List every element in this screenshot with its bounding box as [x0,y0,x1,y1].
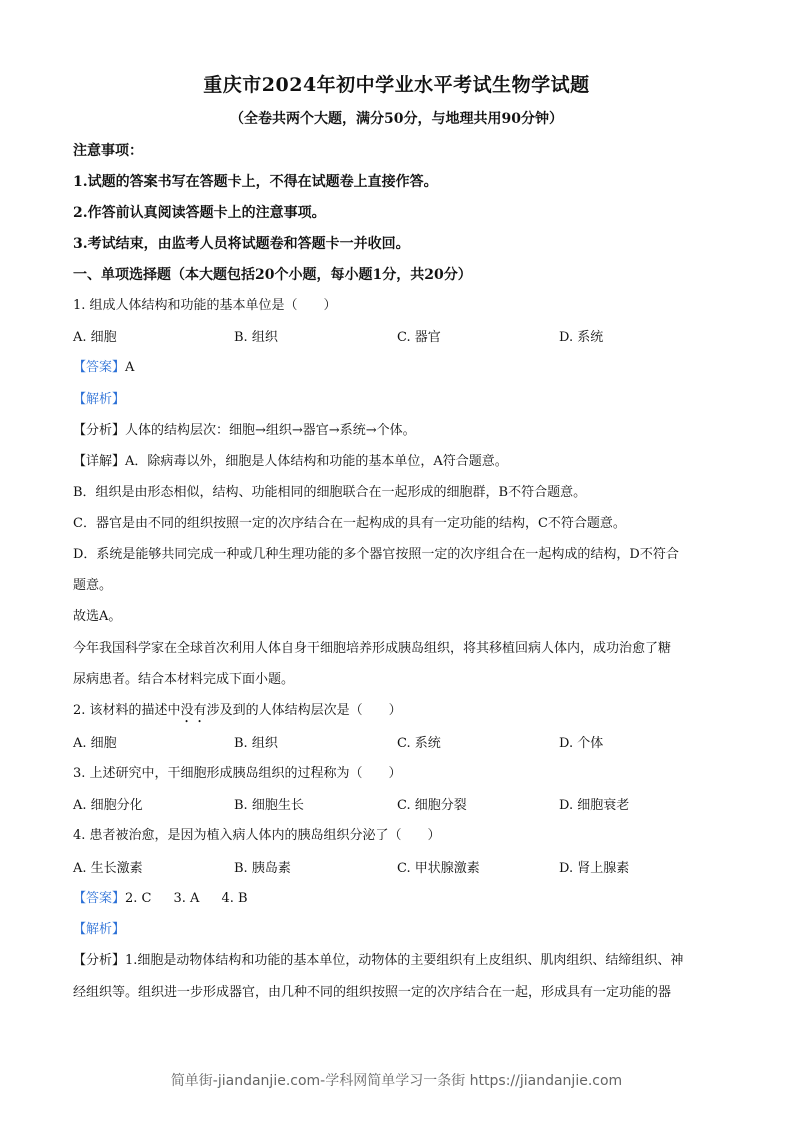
notice-heading: 注意事项： [73,143,143,159]
xiangjie-tag: 【详解】 [73,454,126,469]
q1-detail-b: B．组织是由形态相似，结构、功能相同的细胞联合在一起形成的细胞群，B不符合题意。 [73,485,587,500]
material-line-2: 尿病患者。结合本材料完成下面小题。 [73,672,295,687]
section-heading: 一、单项选择题（本大题包括20个小题，每小题1分，共20分） [73,267,472,283]
q1-answer [73,357,723,379]
answer-value: A [125,360,135,375]
q1-option-b: B. 组织 [234,330,278,345]
q2-stem-emphasis: 没有 [180,703,207,718]
q3-option-d: D. 细胞衰老 [559,798,630,813]
fenxi-tag: 【分析】 [73,953,126,968]
answer-tag: 【答案】 [73,360,126,375]
fenxi-text: 人体的结构层次：细胞→组织→器官→系统→个体。 [125,423,416,438]
q2-stem-post: 涉及到的人体结构层次是（ ） [206,703,402,718]
page-subtitle: （全卷共两个大题，满分50分，与地理共用90分钟） [230,111,563,127]
q1-detail-c: C．器官是由不同的组织按照一定的次序结合在一起构成的具有一定功能的结构，C不符合题意。 [73,516,626,531]
notice-item-3: 3.考试结束，由监考人员将试题卷和答题卡一并收回。 [73,236,410,252]
answer-q2: 2. C [125,891,152,906]
q3-option-c: C. 细胞分裂 [397,798,467,813]
q1-analysis-tag: 【解析】 [73,392,126,407]
answer-q3: 3. A [173,891,200,906]
q1-option-c: C. 器官 [397,330,441,345]
q4-option-c: C. 甲状腺激素 [397,861,480,876]
page-title: 重庆市2024年初中学业水平考试生物学试题 [203,74,590,96]
notice-item-2: 2.作答前认真阅读答题卡上的注意事项。 [73,205,326,221]
q3-option-a: A. 细胞分化 [73,798,143,813]
fenxi-tag: 【分析】 [73,423,126,438]
q2-stem-pre: 2. 该材料的描述中 [73,703,181,718]
answer-q4: 4. B [221,891,248,906]
fenxi-text: 1.细胞是动物体结构和功能的基本单位，动物体的主要组织有上皮组织、肌肉组织、结缔组织、神 [125,953,684,968]
q1-detail-d-cont: 题意。 [73,578,113,593]
q1-option-a: A. 细胞 [73,330,117,345]
q4-option-b: B. 胰岛素 [234,861,291,876]
q234-analysis-tag: 【解析】 [73,922,126,937]
q3-stem: 3. 上述研究中，干细胞形成胰岛组织的过程称为（ ） [73,766,402,781]
q2-stem [73,700,723,726]
q2-option-c: C. 系统 [397,736,441,751]
q1-fenxi [73,420,723,442]
q2-options [73,732,723,754]
q2-option-b: B. 组织 [234,736,278,751]
q234-fenxi-line-2: 经组织等。组织进一步形成器官，由几种不同的组织按照一定的次序结合在一起，形成具有一定功能的器 [73,985,672,1000]
q234-answers [73,888,723,910]
q3-options [73,794,723,816]
notice-item-1: 1.试题的答案书写在答题卡上，不得在试题卷上直接作答。 [73,174,438,190]
material-line-1: 今年我国科学家在全球首次利用人体自身干细胞培养形成胰岛组织，将其移植回病人体内，成功治愈了糖 [73,641,672,656]
q1-options [73,326,723,348]
q4-option-a: A. 生长激素 [73,861,143,876]
q1-option-d: D. 系统 [559,330,604,345]
q4-options [73,857,723,879]
answer-tag: 【答案】 [73,891,126,906]
q4-stem: 4. 患者被治愈，是因为植入病人体内的胰岛组织分泌了（ ） [73,828,441,843]
q2-option-a: A. 细胞 [73,736,117,751]
q1-xiangjie [73,451,723,473]
q1-conclusion: 故选A。 [73,609,122,624]
xiangjie-text: A．除病毒以外，细胞是人体结构和功能的基本单位，A符合题意。 [125,454,508,469]
q2-option-d: D. 个体 [559,736,604,751]
q4-option-d: D. 肾上腺素 [559,861,630,876]
q1-detail-d: D．系统是能够共同完成一种或几种生理功能的多个器官按照一定的次序组合在一起构成的结构，D不符合 [73,547,679,562]
q3-option-b: B. 细胞生长 [234,798,304,813]
q1-stem: 1. 组成人体结构和功能的基本单位是（ ） [73,298,337,313]
page-footer-watermark: 简单街-jiandanjie.com-学科网简单学习一条街 https://jiandanjie.com [170,1073,623,1089]
q234-fenxi-line-1 [73,950,723,972]
